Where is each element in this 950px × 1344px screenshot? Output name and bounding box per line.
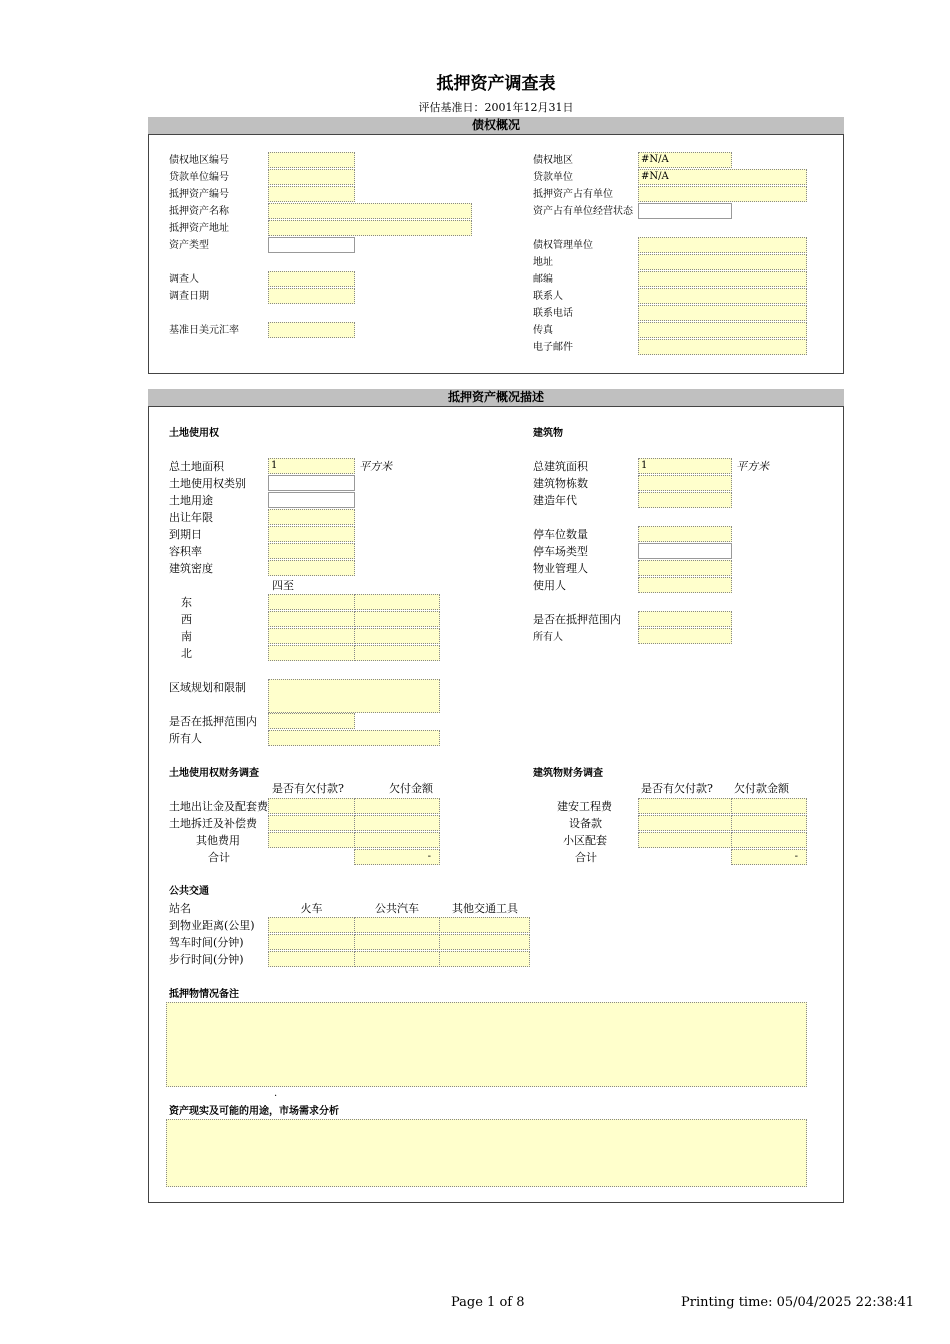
building-finance-row-total: 合计: [575, 851, 597, 864]
label-land-use: 土地用途: [169, 494, 213, 507]
label-contact: 联系人: [533, 291, 563, 302]
land-finance-row-demolition: 土地拆迁及补偿费: [169, 817, 257, 830]
label-fax: 传真: [533, 325, 553, 336]
asset-code-field[interactable]: [268, 186, 355, 202]
plot-ratio-field[interactable]: [268, 543, 355, 559]
land-in-scope-field[interactable]: [268, 713, 355, 729]
transit-row-drive: 驾车时间(分钟): [169, 936, 244, 949]
page-title: 抵押资产调查表: [436, 74, 556, 94]
transit-col-train: 火车: [300, 902, 323, 915]
distance-bus[interactable]: [354, 917, 440, 933]
asset-occupant-field[interactable]: [638, 186, 807, 202]
building-density-field[interactable]: [268, 560, 355, 576]
label-four-bounds: 四至: [272, 579, 294, 592]
analysis-textarea[interactable]: [166, 1119, 807, 1187]
construction-amount[interactable]: [731, 798, 807, 814]
land-transfer-arrears[interactable]: [268, 798, 355, 814]
analysis-title: 资产现实及可能的用途，市场需求分析: [169, 1106, 339, 1117]
label-asset-name: 抵押资产名称: [169, 206, 229, 217]
occupant-status-select[interactable]: [638, 203, 732, 219]
build-year-field[interactable]: [638, 492, 732, 508]
north-bound-b[interactable]: [354, 645, 440, 661]
building-count-field[interactable]: [638, 475, 732, 491]
label-asset-code: 抵押资产编号: [169, 189, 229, 200]
land-other-arrears[interactable]: [268, 832, 355, 848]
page-subtitle: 评估基准日：2001年12月31日: [418, 101, 574, 114]
lender-code-field[interactable]: [268, 169, 355, 185]
label-asset-type: 资产类型: [169, 240, 209, 251]
distance-train[interactable]: [268, 917, 355, 933]
land-demolition-amount[interactable]: [354, 815, 440, 831]
community-arrears[interactable]: [638, 832, 732, 848]
building-title: 建筑物: [533, 428, 563, 439]
land-finance-total: -: [354, 849, 440, 865]
land-finance-col-amount: 欠付金额: [389, 782, 433, 795]
expiry-field[interactable]: [268, 526, 355, 542]
building-finance-col-amount: 欠付款金额: [734, 782, 789, 795]
label-asset-address: 抵押资产地址: [169, 223, 229, 234]
label-asset-occupant: 抵押资产占有单位: [533, 189, 613, 200]
label-usd-rate: 基准日美元汇率: [169, 325, 239, 336]
west-bound-b[interactable]: [354, 611, 440, 627]
label-east: 东: [181, 596, 192, 609]
label-parking-type: 停车场类型: [533, 545, 588, 558]
section-header-debt-overview: 债权概况: [148, 117, 844, 135]
postcode-field[interactable]: [638, 271, 807, 287]
label-land-right-type: 土地使用权类别: [169, 477, 246, 490]
label-lender-code: 贷款单位编号: [169, 172, 229, 183]
printing-time: Printing time: 05/04/2025 22:38:41: [681, 1295, 915, 1310]
east-bound-a[interactable]: [268, 594, 355, 610]
south-bound-a[interactable]: [268, 628, 355, 644]
building-area-unit: 平方米: [736, 460, 769, 473]
notes-dot: .: [274, 1088, 278, 1099]
debt-manager-field[interactable]: [638, 237, 807, 253]
label-lender: 贷款单位: [533, 172, 573, 183]
land-transfer-amount[interactable]: [354, 798, 440, 814]
transit-row-walk: 步行时间(分钟): [169, 953, 244, 966]
debt-region-code-field[interactable]: [268, 152, 355, 168]
land-owner-field[interactable]: [268, 730, 440, 746]
land-finance-row-other: 其他费用: [196, 834, 240, 847]
user-field[interactable]: [638, 577, 732, 593]
land-finance-col-arrears: 是否有欠付款?: [272, 782, 344, 795]
label-postcode: 邮编: [533, 274, 553, 285]
label-debt-region: 债权地区: [533, 155, 573, 166]
land-use-select[interactable]: [268, 492, 355, 508]
page-number: Page 1 of 8: [451, 1295, 525, 1310]
investigator-field[interactable]: [268, 271, 355, 287]
land-finance-row-total: 合计: [208, 851, 230, 864]
label-building-in-scope: 是否在抵押范围内: [533, 613, 621, 626]
section-header-asset-description: 抵押资产概况描述: [148, 389, 844, 407]
building-in-scope-field[interactable]: [638, 611, 732, 627]
walk-other[interactable]: [439, 951, 530, 967]
label-debt-manager: 债权管理单位: [533, 240, 593, 251]
label-user: 使用人: [533, 579, 566, 592]
community-amount[interactable]: [731, 832, 807, 848]
land-demolition-arrears[interactable]: [268, 815, 355, 831]
address-field[interactable]: [638, 254, 807, 270]
label-property-manager: 物业管理人: [533, 562, 588, 575]
land-title: 土地使用权: [169, 428, 219, 439]
land-right-type-select[interactable]: [268, 475, 355, 491]
notes-title: 抵押物情况备注: [169, 989, 239, 1000]
property-manager-field[interactable]: [638, 560, 732, 576]
label-land-in-scope: 是否在抵押范围内: [169, 715, 257, 728]
walk-train[interactable]: [268, 951, 355, 967]
label-email: 电子邮件: [533, 342, 573, 353]
label-building-count: 建筑物栋数: [533, 477, 588, 490]
label-investigator: 调查人: [169, 274, 199, 285]
land-finance-title: 土地使用权财务调查: [169, 768, 259, 779]
label-building-owner: 所有人: [533, 632, 563, 643]
label-investigation-date: 调查日期: [169, 291, 209, 302]
building-finance-total: -: [731, 849, 807, 865]
building-area-field[interactable]: 1: [638, 458, 732, 474]
transit-title: 公共交通: [169, 886, 209, 897]
contact-field[interactable]: [638, 288, 807, 304]
building-finance-row-construction: 建安工程费: [557, 800, 612, 813]
land-area-unit: 平方米: [359, 460, 392, 473]
label-phone: 联系电话: [533, 308, 573, 319]
building-finance-row-equipment: 设备款: [569, 817, 602, 830]
drive-bus[interactable]: [354, 934, 440, 950]
land-finance-row-transfer: 土地出让金及配套费: [169, 800, 268, 813]
east-bound-b[interactable]: [354, 594, 440, 610]
lease-term-field[interactable]: [268, 509, 355, 525]
asset-name-field[interactable]: [268, 203, 472, 219]
zoning-field[interactable]: [268, 679, 440, 713]
transit-station-label: 站名: [169, 902, 191, 915]
label-plot-ratio: 容积率: [169, 545, 202, 558]
label-south: 南: [181, 630, 192, 643]
investigation-date-field[interactable]: [268, 288, 355, 304]
label-parking-count: 停车位数量: [533, 528, 588, 541]
label-land-owner: 所有人: [169, 732, 202, 745]
label-north: 北: [181, 647, 192, 660]
label-building-density: 建筑密度: [169, 562, 213, 575]
south-bound-b[interactable]: [354, 628, 440, 644]
label-building-area: 总建筑面积: [533, 460, 588, 473]
land-area-field[interactable]: 1: [268, 458, 355, 474]
drive-other[interactable]: [439, 934, 530, 950]
north-bound-a[interactable]: [268, 645, 355, 661]
transit-row-distance: 到物业距离(公里): [169, 919, 255, 932]
building-owner-field[interactable]: [638, 628, 732, 644]
equipment-amount[interactable]: [731, 815, 807, 831]
parking-count-field[interactable]: [638, 526, 732, 542]
label-debt-region-code: 债权地区编号: [169, 155, 229, 166]
lender-field[interactable]: #N/A: [638, 169, 807, 185]
drive-train[interactable]: [268, 934, 355, 950]
asset-address-field[interactable]: [268, 220, 472, 236]
label-west: 西: [181, 613, 192, 626]
notes-textarea[interactable]: [166, 1002, 807, 1087]
walk-bus[interactable]: [354, 951, 440, 967]
construction-arrears[interactable]: [638, 798, 732, 814]
label-land-area: 总土地面积: [169, 460, 224, 473]
label-zoning: 区域规划和限制: [169, 681, 246, 694]
distance-other[interactable]: [439, 917, 530, 933]
parking-type-select[interactable]: [638, 543, 732, 559]
debt-region-field[interactable]: #N/A: [638, 152, 732, 168]
label-address: 地址: [533, 257, 553, 268]
land-other-amount[interactable]: [354, 832, 440, 848]
building-finance-title: 建筑物财务调查: [533, 768, 603, 779]
building-finance-col-arrears: 是否有欠付款?: [641, 782, 713, 795]
west-bound-a[interactable]: [268, 611, 355, 627]
usd-rate-field[interactable]: [268, 322, 355, 338]
transit-col-bus: 公共汽车: [375, 902, 419, 915]
email-field[interactable]: [638, 339, 807, 355]
building-finance-row-community: 小区配套: [563, 834, 607, 847]
label-expiry: 到期日: [169, 528, 202, 541]
transit-col-other: 其他交通工具: [452, 902, 518, 915]
label-occupant-status: 资产占有单位经营状态: [533, 206, 633, 217]
label-build-year: 建造年代: [533, 494, 577, 507]
fax-field[interactable]: [638, 322, 807, 338]
equipment-arrears[interactable]: [638, 815, 732, 831]
phone-field[interactable]: [638, 305, 807, 321]
asset-type-select[interactable]: [268, 237, 355, 253]
label-lease-term: 出让年限: [169, 511, 213, 524]
